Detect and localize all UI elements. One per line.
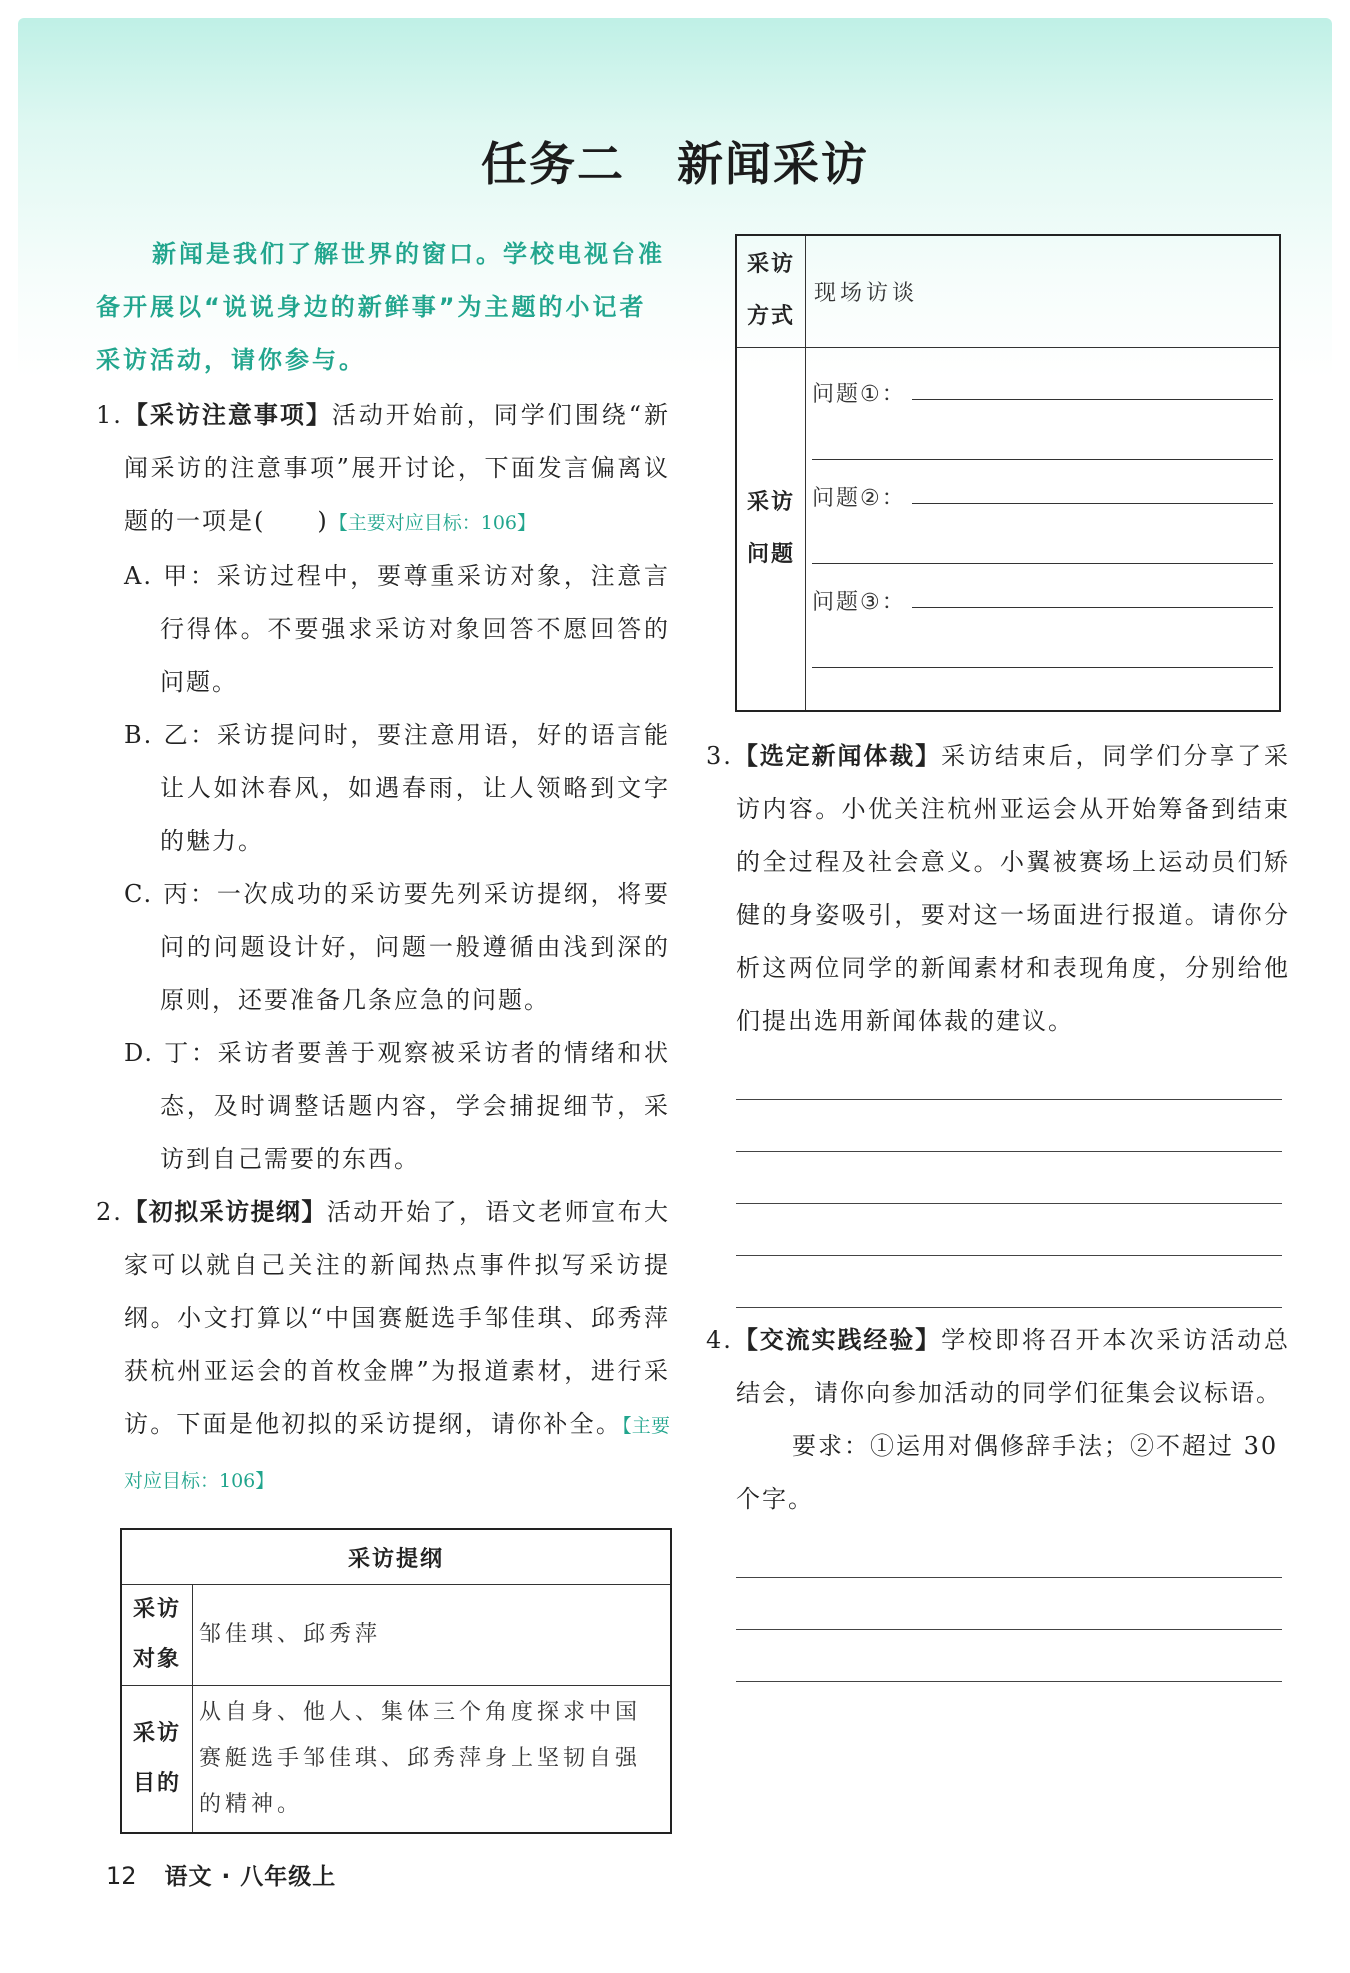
option-a: A. 甲：采访过程中，要尊重采访对象，注意言行得体。不要强求采访对象回答不愿回答的问题。 bbox=[124, 562, 670, 696]
answer-line[interactable] bbox=[736, 1100, 1282, 1152]
question-4-requirement: 要求：①运用对偶修辞手法；②不超过 30 个字。 bbox=[736, 1432, 1279, 1513]
interview-row-label-questions bbox=[736, 347, 806, 711]
question-2-tag: 【初拟采访提纲】 bbox=[122, 1198, 327, 1226]
question-2 bbox=[96, 1186, 670, 1508]
question-1-text: 活动开始前，同学们围绕“新闻采访的注意事项”展开讨论，下面发言偏离议题的一项是( ) bbox=[124, 401, 670, 535]
answer-line[interactable] bbox=[736, 1256, 1282, 1308]
label-line: 采访 bbox=[746, 252, 795, 278]
question-line-2[interactable] bbox=[806, 460, 1279, 512]
label-line: 采访 bbox=[132, 1721, 181, 1746]
question-label-2: 问题②： bbox=[812, 485, 906, 511]
answer-blank-3[interactable] bbox=[812, 616, 1273, 668]
page-footer bbox=[106, 1858, 336, 1891]
answer-blank-1[interactable] bbox=[812, 408, 1273, 460]
question-2-number: 2. bbox=[96, 1198, 123, 1226]
question-line-3[interactable] bbox=[806, 564, 1279, 616]
question-3-number: 3. bbox=[706, 742, 733, 770]
question-3 bbox=[706, 730, 1290, 1048]
question-4-number: 4. bbox=[706, 1326, 733, 1354]
question-4 bbox=[706, 1314, 1290, 1420]
question-label-1: 问题①： bbox=[812, 381, 906, 407]
question-3-tag: 【选定新闻体裁】 bbox=[732, 742, 942, 770]
interview-row-label-method bbox=[736, 235, 806, 347]
question-1-tag: 【采访注意事项】 bbox=[122, 401, 332, 429]
outline-table-header: 采访提纲 bbox=[121, 1529, 671, 1585]
right-column bbox=[706, 234, 1291, 1682]
interview-questions-cell bbox=[806, 347, 1281, 711]
option-d: D. 丁：采访者要善于观察被采访者的情绪和状态，及时调整话题内容，学会捕捉细节，采访到自己需要的东西。 bbox=[124, 1039, 670, 1173]
outline-row-label-purpose bbox=[121, 1686, 193, 1834]
answer-line[interactable] bbox=[736, 1578, 1282, 1630]
question-3-text: 采访结束后，同学们分享了采访内容。小优关注杭州亚运会从开始筹备到结束的全过程及社会意义。小翼被赛场上运动员们矫健的身姿吸引，要对这一场面进行报道。请你分析这两位同学的新闻素材和表现角度，分别给他们提出选用新闻体裁的建议。 bbox=[736, 742, 1291, 1035]
page-number: 12 bbox=[106, 1862, 137, 1890]
intro-paragraph: 新闻是我们了解世界的窗口。学校电视台准备开展以“说说身边的新鲜事”为主题的小记者采访活动，请你参与。 bbox=[96, 240, 665, 374]
question-4-tag: 【交流实践经验】 bbox=[732, 1326, 942, 1354]
answer-line[interactable] bbox=[736, 1526, 1282, 1578]
interview-table bbox=[735, 234, 1281, 712]
question-1 bbox=[96, 389, 670, 550]
title-part-1: 任务二 bbox=[481, 137, 625, 191]
question-3-answer-lines[interactable] bbox=[736, 1048, 1282, 1308]
question-1-target: 【主要对应目标：106】 bbox=[328, 512, 537, 534]
answer-line[interactable] bbox=[736, 1048, 1282, 1100]
option-c: C. 丙：一次成功的采访要先列采访提纲，将要问的问题设计好，问题一般遵循由浅到深的原则，还要准备几条应急的问题。 bbox=[124, 880, 670, 1014]
label-line: 采访 bbox=[746, 489, 795, 515]
answer-line[interactable] bbox=[736, 1152, 1282, 1204]
option-b: B. 乙：采访提问时，要注意用语，好的语言能让人如沐春风，如遇春雨，让人领略到文字的魅力。 bbox=[124, 721, 670, 855]
outline-subject-value: 邹佳琪、邱秀萍 bbox=[193, 1585, 672, 1686]
outline-table bbox=[120, 1528, 672, 1834]
outline-row-label-subject bbox=[121, 1585, 193, 1686]
question-4-text: 学校即将召开本次采访活动总结会，请你向参加活动的同学们征集会议标语。 bbox=[736, 1326, 1291, 1407]
label-line: 对象 bbox=[132, 1647, 181, 1672]
answer-line[interactable] bbox=[736, 1204, 1282, 1256]
outline-purpose-value: 从自身、他人、集体三个角度探求中国赛艇选手邹佳琪、邱秀萍身上坚韧自强的精神。 bbox=[193, 1686, 672, 1834]
question-2-target: 【主要对应目标：106】 bbox=[124, 1415, 670, 1492]
footer-subject: 语文 · 八年级上 bbox=[164, 1864, 337, 1890]
question-4-answer-lines[interactable] bbox=[736, 1526, 1282, 1682]
question-1-number: 1. bbox=[96, 401, 123, 429]
left-column bbox=[96, 228, 670, 1834]
label-line: 问题 bbox=[746, 541, 795, 567]
page-title bbox=[0, 128, 1350, 194]
question-2-text: 活动开始了，语文老师宣布大家可以就自己关注的新闻热点事件拟写采访提纲。小文打算以“中国赛艇选手邹佳琪、邱秀萍获杭州亚运会的首枚金牌”为报道素材，进行采访。下面是他初拟的采访提纲，请你补全。 bbox=[124, 1198, 671, 1438]
label-line: 采访 bbox=[132, 1597, 181, 1622]
answer-line[interactable] bbox=[736, 1630, 1282, 1682]
label-line: 目的 bbox=[132, 1771, 181, 1796]
question-label-3: 问题③： bbox=[812, 589, 906, 615]
answer-blank-2[interactable] bbox=[812, 512, 1273, 564]
interview-method-value: 现场访谈 bbox=[806, 235, 1281, 347]
label-line: 方式 bbox=[746, 304, 795, 330]
question-line-1[interactable] bbox=[806, 356, 1279, 408]
title-part-2: 新闻采访 bbox=[677, 137, 869, 191]
